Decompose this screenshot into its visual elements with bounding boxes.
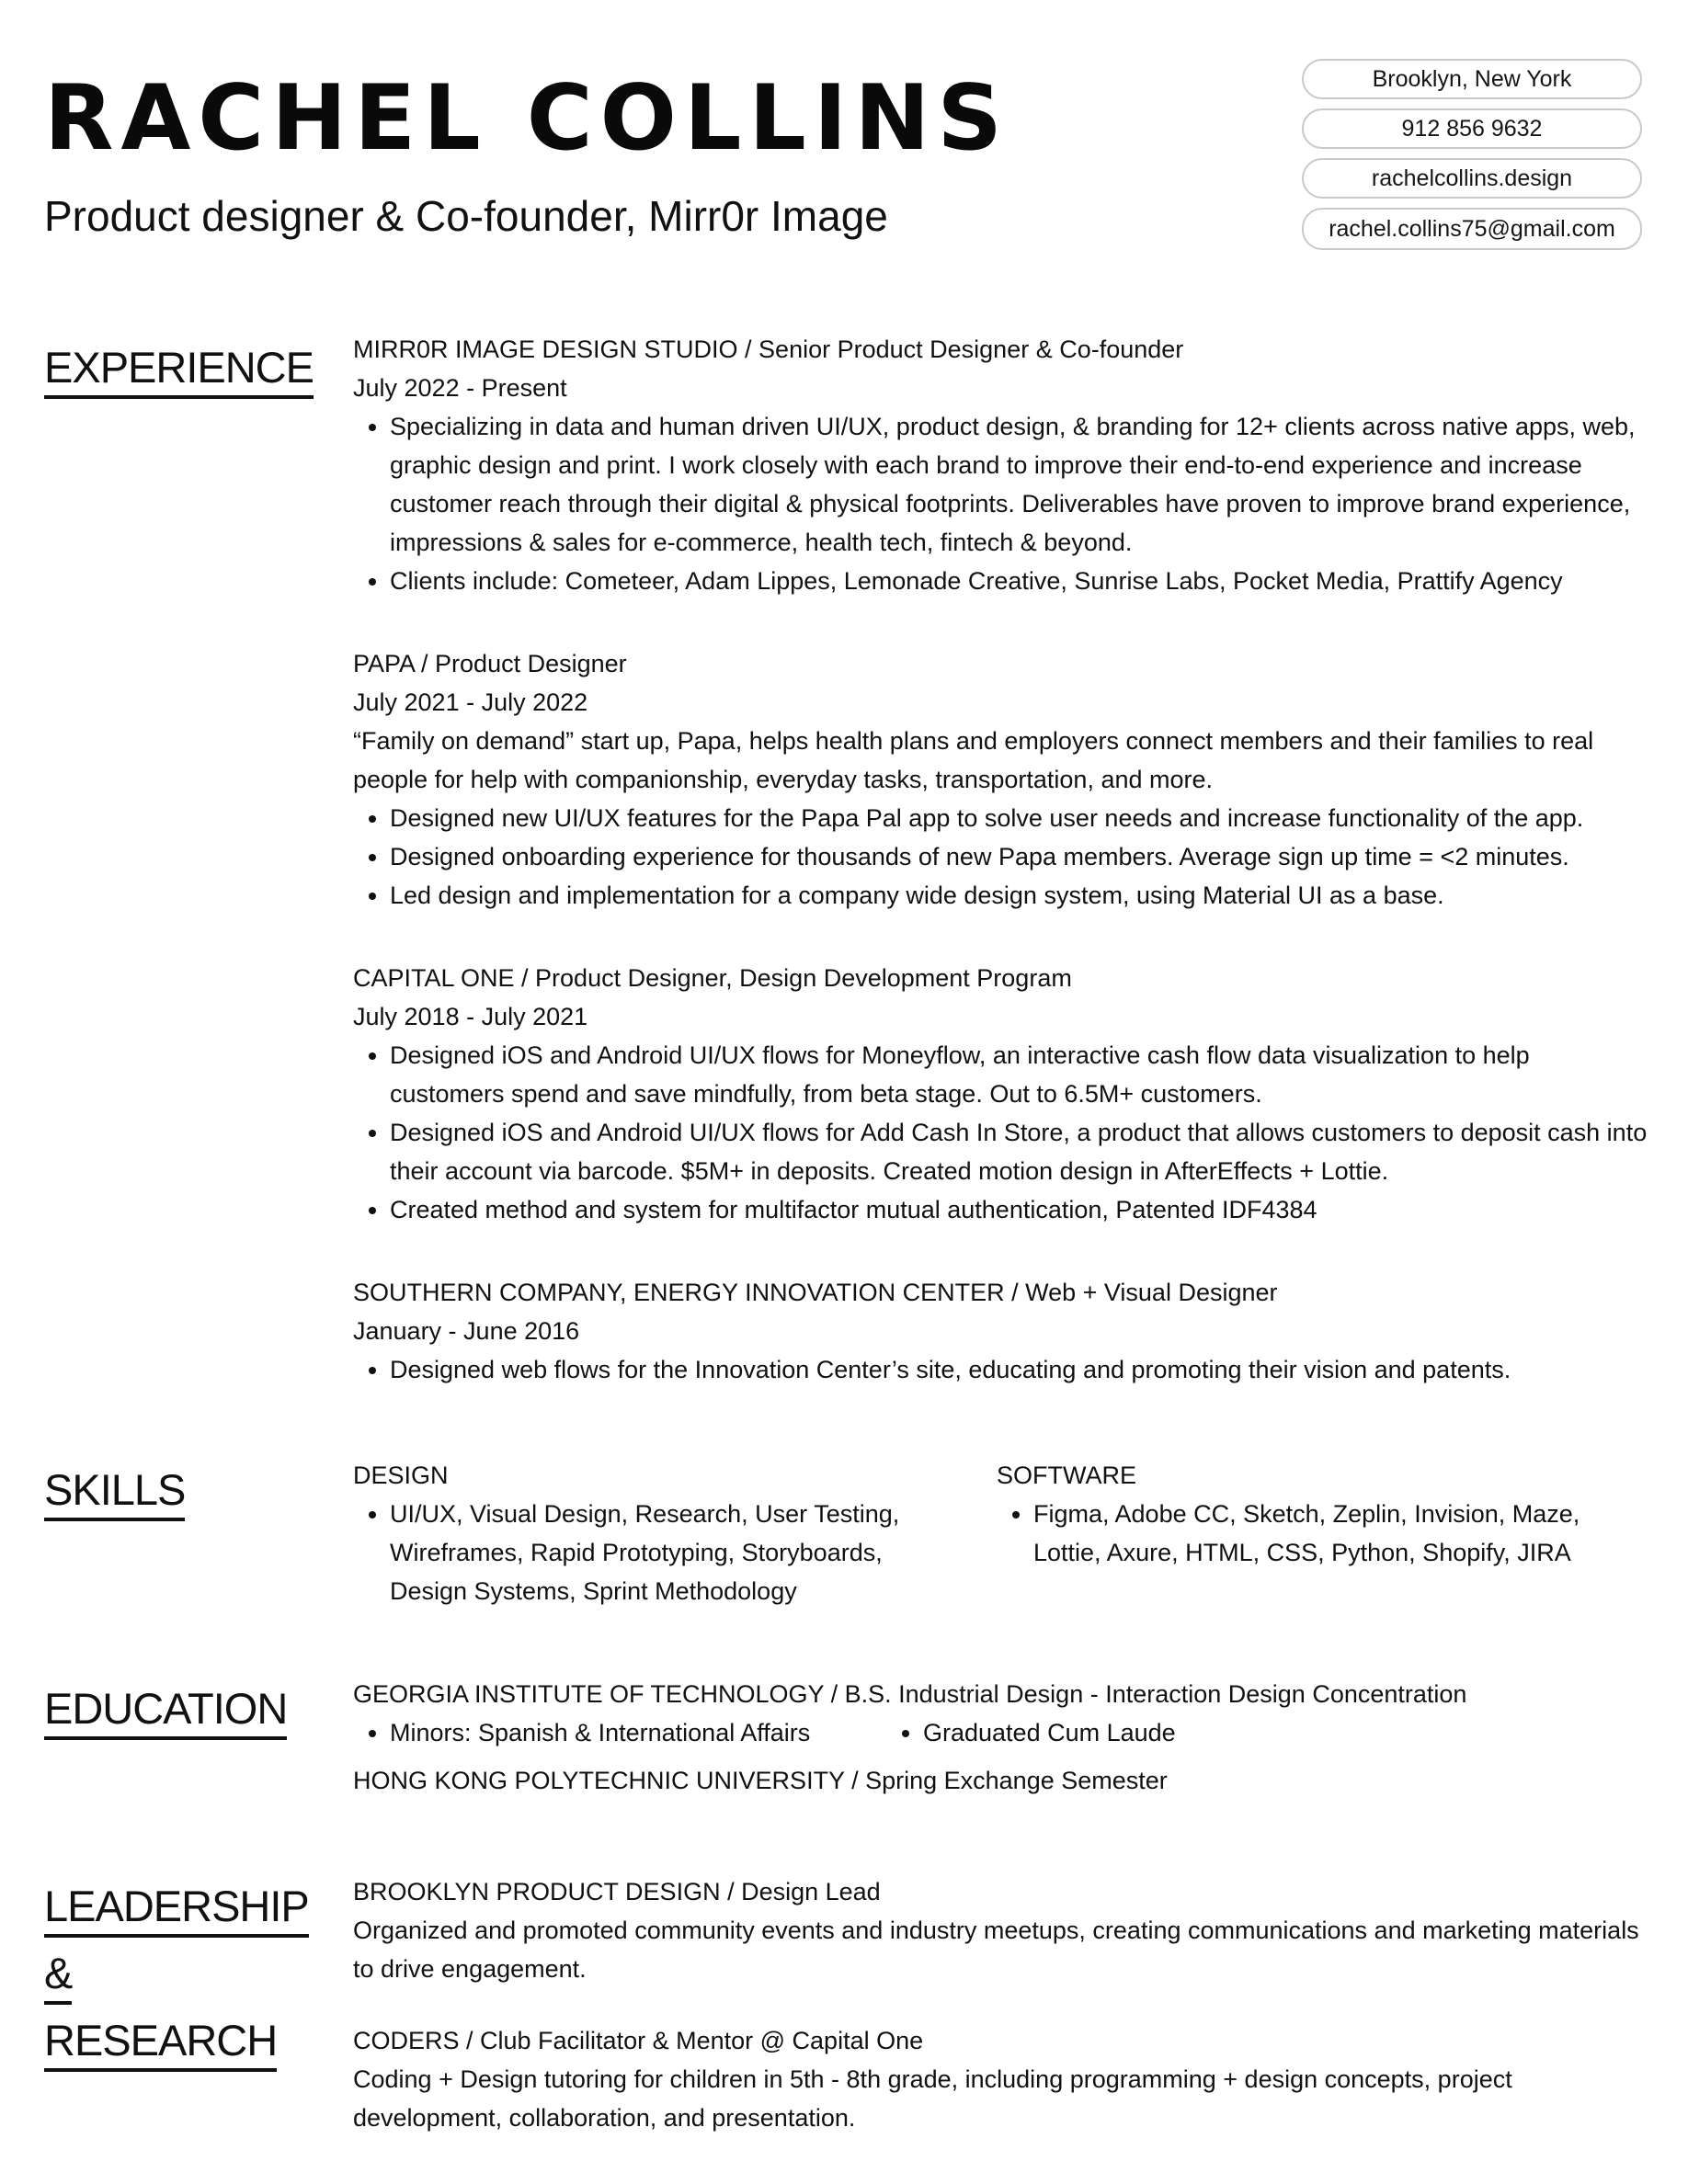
section-title-skills [44,1457,185,1524]
job-title: MIRR0R IMAGE DESIGN STUDIO / Senior Product Designer & Co-founder [353,336,1184,363]
job-dates: July 2021 - July 2022 [353,688,588,716]
contact-phone[interactable]: 912 856 9632 [1302,108,1642,149]
section-title-leadership-line-1: LEADERSHIP [44,1878,309,1938]
candidate-subtitle: Product designer & Co-founder, Mirr0r Image [44,192,888,240]
job-bullets [353,799,1649,915]
leadership-title: CODERS / Club Facilitator & Mentor @ Capital One [353,2027,924,2054]
education-bullet: • Minors: Spanish & International Affairs [390,1713,886,1752]
skills-design-label: DESIGN [353,1462,449,1489]
skills-design-list [353,1495,960,1610]
leadership-section [353,1872,1649,2137]
job-bullet: • Designed iOS and Android UI/UX flows for Moneyflow, an interactive cash flow data visualization to help customers spend and save mindfully, from beta stage. Out to 6.5M+ customers. [390,1036,1649,1113]
section-title-education [44,1676,287,1743]
section-title-leadership-line-3: RESEARCH [44,2012,277,2072]
contact-list [1302,59,1642,259]
job-title: PAPA / Product Designer [353,650,627,677]
job-dates: January - June 2016 [353,1317,580,1345]
education-bullet-list [886,1713,1475,1752]
education-school-2: HONG KONG POLYTECHNIC UNIVERSITY / Spring Exchange Semester [353,1767,1168,1794]
skills-section [353,1456,1649,1610]
job-description: “Family on demand” start up, Papa, helps health plans and employers connect members and their families to real people for help with companionship, everyday tasks, transportation, and more. [353,727,1594,793]
job-dates: July 2018 - July 2021 [353,1003,588,1030]
education-bullets [353,1713,1649,1752]
skills-software [997,1456,1640,1610]
education-section [353,1675,1649,1800]
leadership-title: BROOKLYN PRODUCT DESIGN / Design Lead [353,1878,881,1905]
section-title-skills-text: SKILLS [44,1462,185,1521]
skills-software-text: • Figma, Adobe CC, Sketch, Zeplin, Invision, Maze, Lottie, Axure, HTML, CSS, Python, Shopify, JIRA [1033,1495,1603,1572]
candidate-name: RACHEL COLLINS [44,66,1009,171]
education-school-1: GEORGIA INSTITUTE OF TECHNOLOGY / B.S. Industrial Design - Interaction Design Concentration [353,1680,1467,1708]
section-title-experience [44,335,314,402]
skills-design [353,1456,997,1610]
leadership-text: Organized and promoted community events and industry meetups, creating communications and marketing materials to drive engagement. [353,1917,1639,1983]
job-bullet: • Designed web flows for the Innovation Center’s site, educating and promoting their vision and patents. [390,1350,1649,1389]
skills-design-text: • UI/UX, Visual Design, Research, User Testing, Wireframes, Rapid Prototyping, Storyboards, Design Systems, Sprint Methodology [390,1495,960,1610]
section-title-leadership [44,1873,309,2075]
job-bullet: • Designed onboarding experience for thousands of new Papa members. Average sign up time = <2 minutes. [390,837,1649,876]
job-bullet: • Clients include: Cometeer, Adam Lippes, Lemonade Creative, Sunrise Labs, Pocket Media, Prattify Agency [390,562,1649,600]
section-title-education-text: EDUCATION [44,1680,287,1740]
contact-website[interactable]: rachelcollins.design [1302,158,1642,199]
education-bullet: • Graduated Cum Laude [923,1713,1475,1752]
job-dates: July 2022 - Present [353,374,567,402]
job-bullet: • Designed iOS and Android UI/UX flows for Add Cash In Store, a product that allows customers to deposit cash into their account via barcode. $5M+ in deposits. Created motion design in AfterEffects + Lottie. [390,1113,1649,1190]
section-title-leadership-line-2: & [44,1945,72,2005]
skills-software-list [997,1495,1603,1572]
experience-entry [353,959,1649,1229]
section-title-experience-text: EXPERIENCE [44,339,314,399]
skills-columns [353,1456,1649,1610]
job-bullets [353,1350,1649,1389]
job-bullets [353,1036,1649,1229]
contact-email[interactable]: rachel.collins75@gmail.com [1302,208,1642,250]
education-bullet-list [353,1713,886,1752]
experience-section [353,330,1649,1389]
contact-location: Brooklyn, New York [1302,59,1642,99]
job-bullet: • Designed new UI/UX features for the Papa Pal app to solve user needs and increase functionality of the app. [390,799,1649,837]
job-bullet: • Created method and system for multifactor mutual authentication, Patented IDF4384 [390,1190,1649,1229]
job-bullet: • Specializing in data and human driven UI/UX, product design, & branding for 12+ clients across native apps, web, graphic design and print. I work closely with each brand to improve their end-to-end experience and increase customer reach through their digital & physical footprints. Deliverables have proven to improve brand experience, impressions & sales for e-commerce, health tech, fintech & beyond. [390,407,1649,562]
job-bullets [353,407,1649,600]
experience-entry [353,644,1649,915]
job-bullet: • Led design and implementation for a company wide design system, using Material UI as a base. [390,876,1649,915]
experience-entry [353,1273,1649,1389]
job-title: SOUTHERN COMPANY, ENERGY INNOVATION CENTER / Web + Visual Designer [353,1279,1278,1306]
experience-entry [353,330,1649,600]
leadership-text: Coding + Design tutoring for children in 5th - 8th grade, including programming + design concepts, project development, collaboration, and presentation. [353,2065,1512,2132]
job-title: CAPITAL ONE / Product Designer, Design Development Program [353,964,1072,992]
skills-software-label: SOFTWARE [997,1462,1136,1489]
